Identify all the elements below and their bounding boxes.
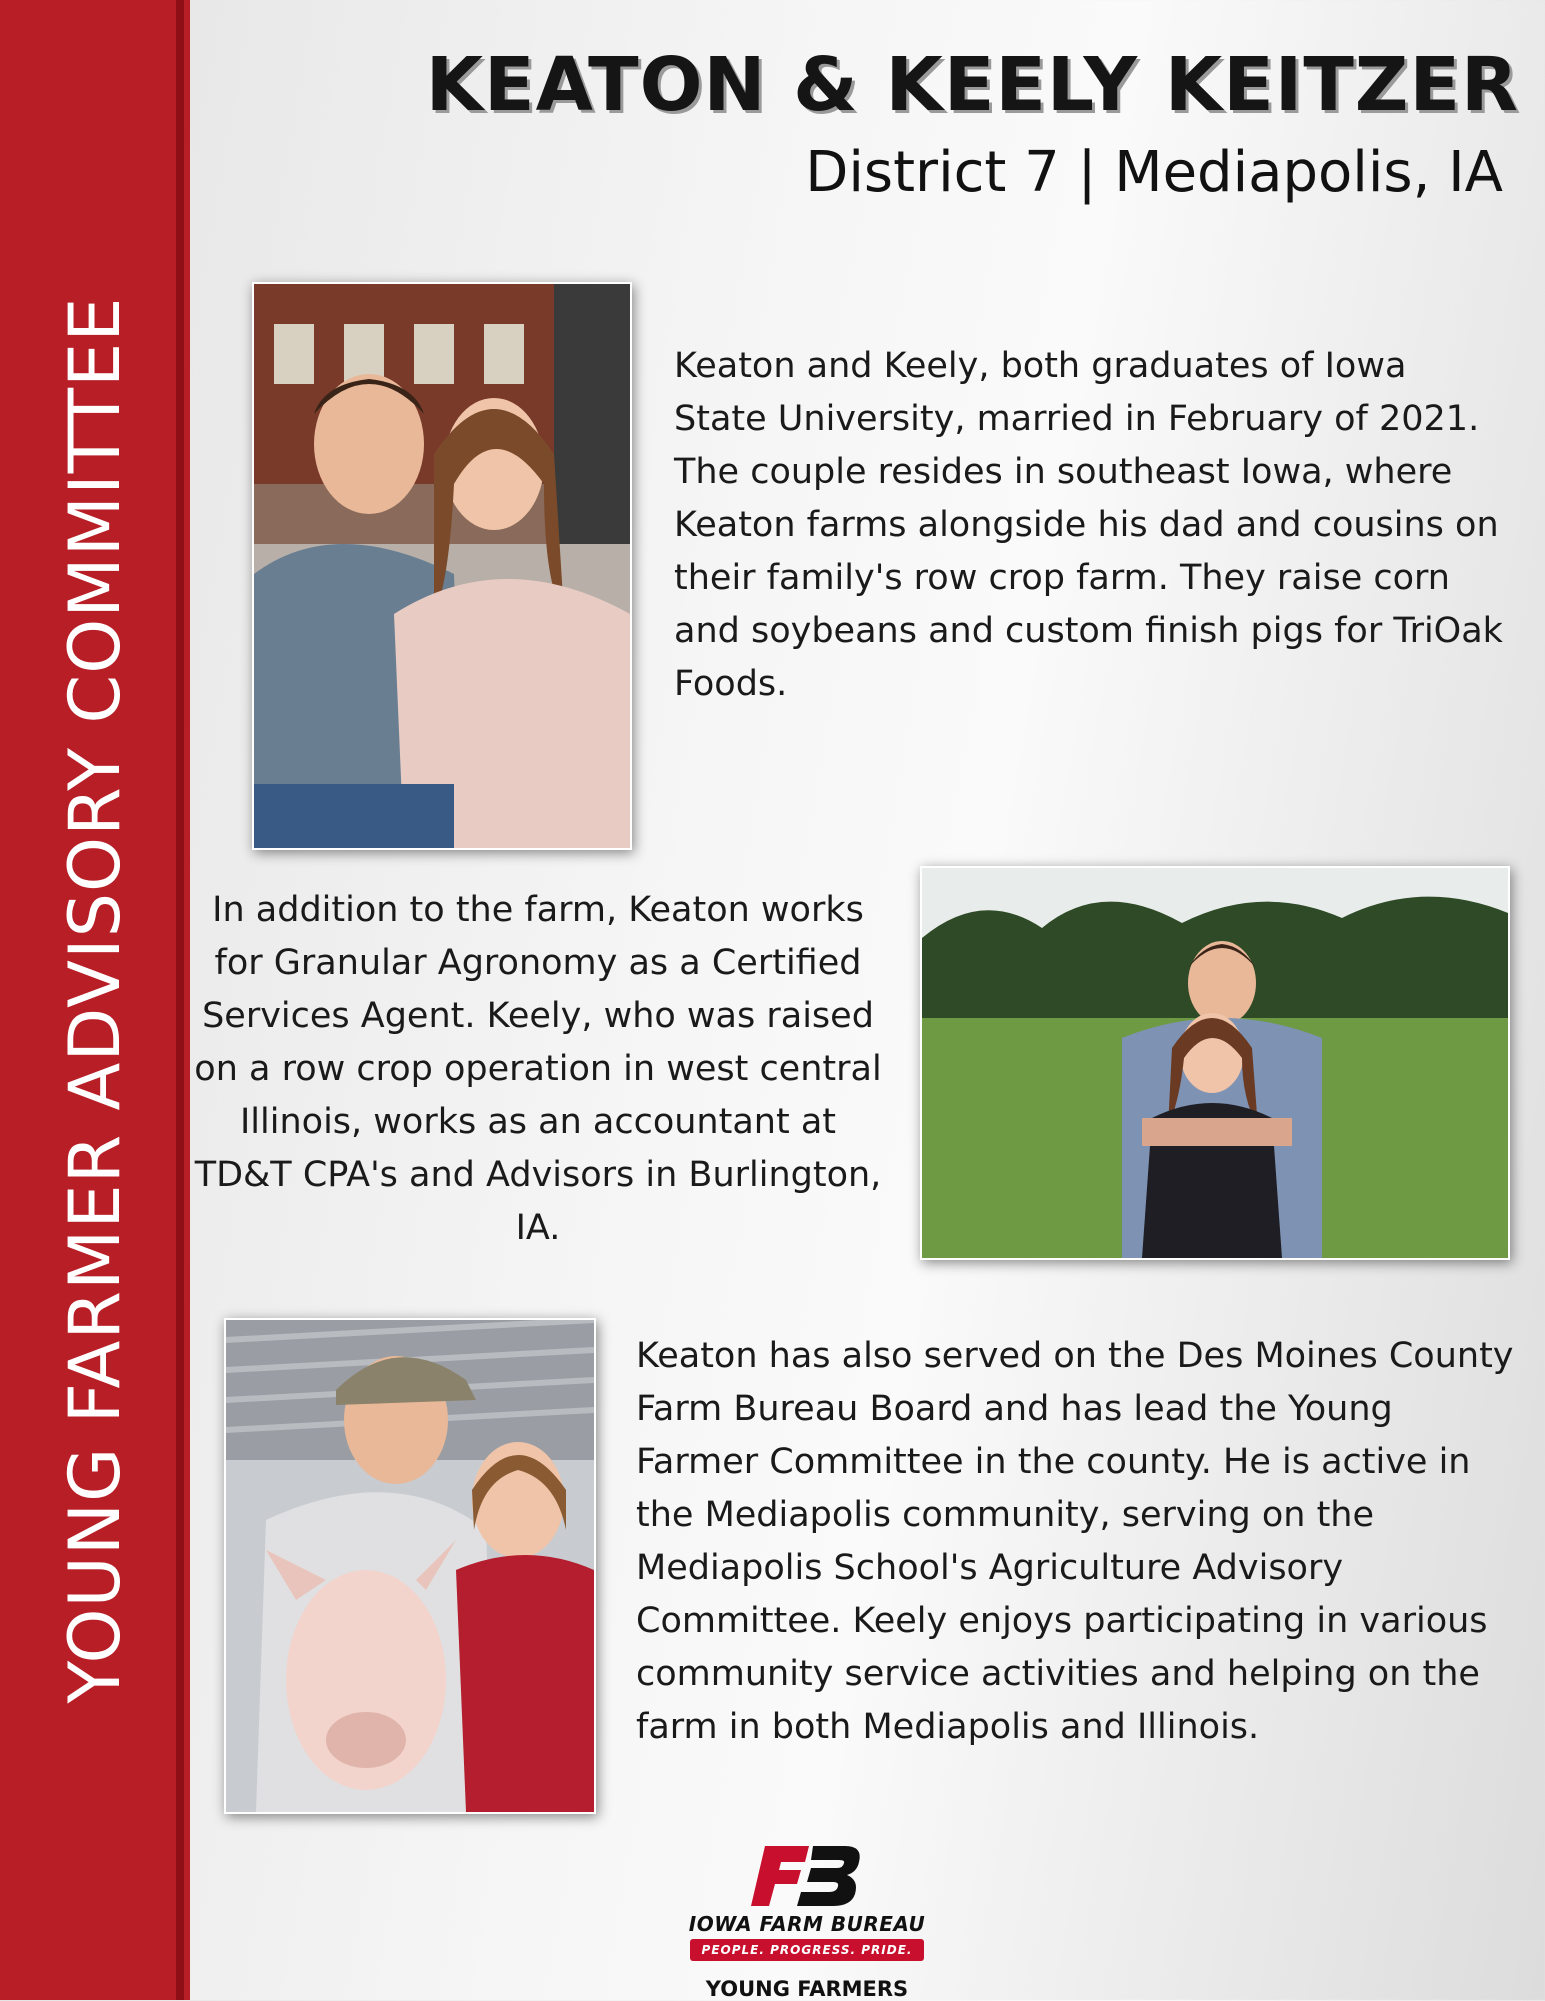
bio-paragraph-2: In addition to the farm, Keaton works for Granular Agronomy as a Certified Services Agent. Keely, who was raised on a row crop operation in west central Illinois, works as an accountant at TD&T CPA's and Advisors in Burlington, IA. [194, 890, 882, 1248]
iowa-farm-bureau-logo [672, 1840, 942, 2001]
page-subtitle: District 7 | Mediapolis, IA [805, 140, 1503, 205]
couple-with-pig-photo [224, 1318, 596, 1814]
bio-paragraph-3: Keaton has also served on the Des Moines County Farm Bureau Board and has lead the Young Farmer Committee in the county. He is active in the Mediapolis community, serving on the Mediapolis School's Agriculture Advisory Committee. Keely enjoys participating in various community service activities and helping on the farm in both Mediapolis and Illinois. [636, 1336, 1514, 1747]
farm-bureau-logo-icon [747, 1840, 867, 1910]
logo-subtext: YOUNG FARMERS [705, 1977, 909, 2001]
page-title: KEATON & KEELY KEITZER [425, 42, 1519, 128]
logo-name: IOWA FARM BUREAU [688, 1912, 926, 1936]
couple-field-photo [920, 866, 1510, 1260]
sidebar-label: YOUNG FARMER ADVISORY COMMITTEE [54, 296, 136, 1704]
logo-tagline: PEOPLE. PROGRESS. PRIDE. [690, 1939, 925, 1961]
sidebar-edge [176, 0, 184, 2000]
couple-portrait-photo [252, 282, 632, 850]
bio-paragraph-1: Keaton and Keely, both graduates of Iowa State University, married in February of 2021. The couple resides in southeast Iowa, where Keaton farms alongside his dad and cousins on their family's row crop farm. They raise corn and soybeans and custom finish pigs for TriOak Foods. [674, 346, 1503, 704]
